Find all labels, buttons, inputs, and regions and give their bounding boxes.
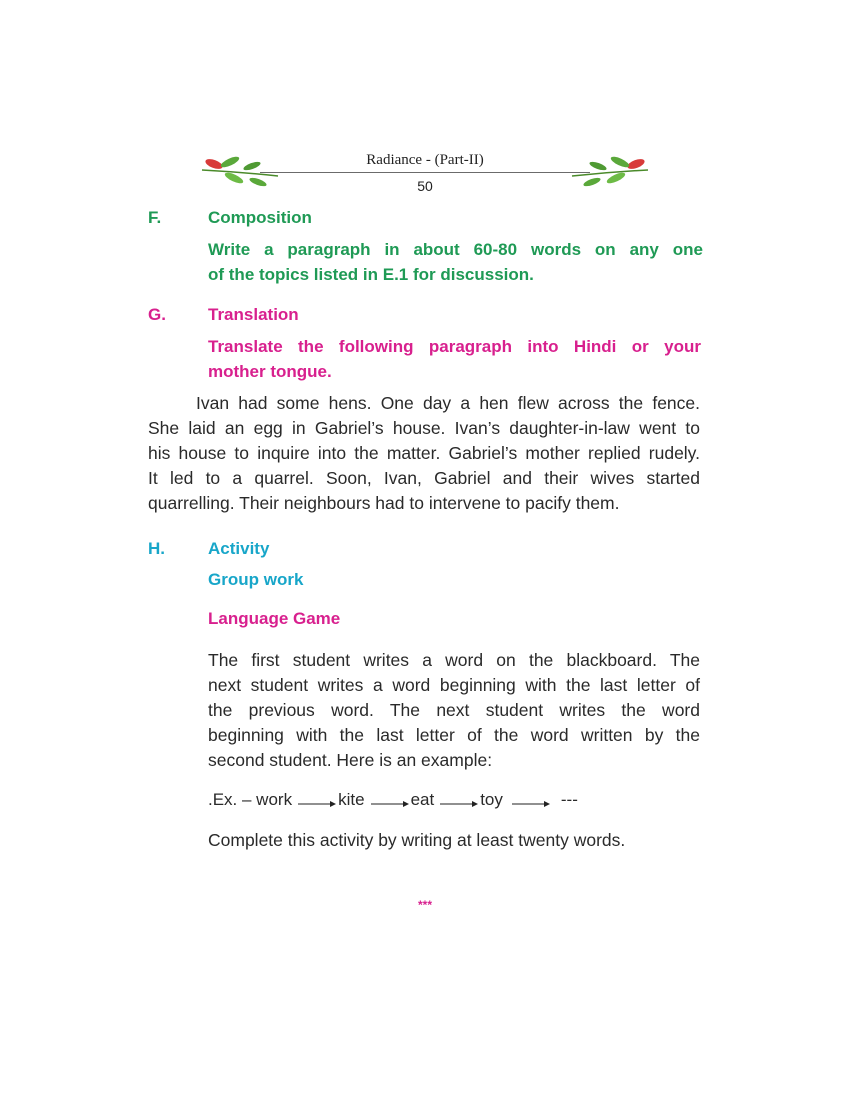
paragraph-line: It led to a quarrel. Soon, Ivan, Gabriel and their wives started xyxy=(148,468,700,488)
arrow-right-icon xyxy=(440,799,478,809)
section-g-letter: G. xyxy=(148,305,166,324)
instruction-line: mother tongue. xyxy=(208,362,332,381)
arrow-right-icon xyxy=(509,799,553,809)
book-title: Radiance - (Part-II) xyxy=(366,152,484,168)
example-word: eat xyxy=(410,790,435,809)
translation-paragraph xyxy=(148,391,700,516)
example-word: toy xyxy=(480,790,503,809)
section-f-letter: F. xyxy=(148,208,162,227)
arrow-right-icon xyxy=(298,799,336,809)
paragraph-line: She laid an egg in Gabriel’s house. Ivan’s daughter-in-law went to xyxy=(148,418,700,438)
closing-instruction: Complete this activity by writing at least twenty words. xyxy=(208,830,626,850)
example-ending: --- xyxy=(560,790,578,809)
group-work-subheading: Group work xyxy=(208,570,304,589)
leaf-sprig-right-icon xyxy=(570,152,650,188)
game-instructions-paragraph xyxy=(208,648,700,773)
page-header xyxy=(200,148,650,198)
paragraph-line: his house to inquire into the matter. Gabriel’s mother replied rudely. xyxy=(148,443,700,463)
end-stars: *** xyxy=(417,898,432,912)
section-g-heading: Translation xyxy=(208,305,299,324)
header-rule xyxy=(260,172,590,173)
paragraph-line: The first student writes a word on the blackboard. The xyxy=(208,650,700,670)
instruction-line: Translate the following paragraph into Hindi or your xyxy=(208,337,701,356)
language-game-title: Language Game xyxy=(208,609,341,628)
section-f-instruction xyxy=(208,237,703,287)
section-h-heading: Activity xyxy=(208,539,270,558)
section-f-heading: Composition xyxy=(208,208,312,227)
instruction-line: Write a paragraph in about 60-80 words on any one xyxy=(208,240,703,259)
paragraph-line: Ivan had some hens. One day a hen flew across the fence. xyxy=(196,393,700,413)
paragraph-line: quarrelling. Their neighbours had to intervene to pacify them. xyxy=(148,493,620,513)
paragraph-line: the previous word. The next student writes the word xyxy=(208,700,700,720)
example-word-chain xyxy=(208,790,578,810)
arrow-right-icon xyxy=(371,799,409,809)
instruction-line: of the topics listed in E.1 for discussion. xyxy=(208,265,534,284)
example-word: kite xyxy=(338,790,365,809)
paragraph-line: beginning with the last letter of the word written by the xyxy=(208,725,700,745)
example-prefix: .Ex. – work xyxy=(208,790,293,809)
paragraph-line: second student. Here is an example: xyxy=(208,750,493,770)
section-h-letter: H. xyxy=(148,539,165,558)
page-number: 50 xyxy=(417,178,433,194)
section-g-instruction xyxy=(208,334,701,384)
paragraph-line: next student writes a word beginning with the last letter of xyxy=(208,675,700,695)
